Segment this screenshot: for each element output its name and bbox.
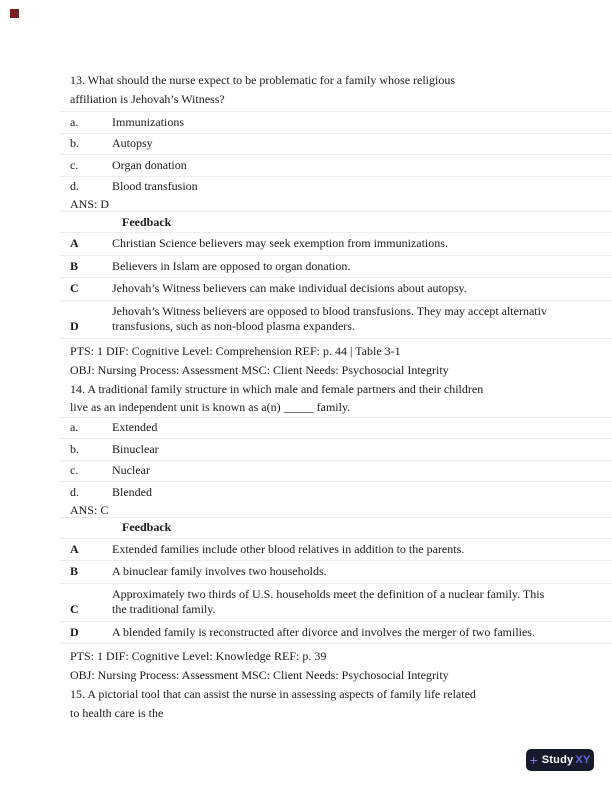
obj-line: OBJ: Nursing Process: Assessment MSC: Client Needs: Psychosocial Integrity [70, 668, 449, 682]
question-line: affiliation is Jehovah’s Witness? [70, 91, 225, 106]
feedback-row [60, 278, 612, 301]
option-text: Extended [112, 420, 158, 435]
option-row [60, 481, 612, 503]
feedback-text: A blended family is reconstructed after divorce and involves the merger of two families. [112, 624, 535, 639]
option-row [60, 438, 612, 460]
question-13-feedback-table [60, 211, 612, 339]
question-15-text [60, 685, 612, 722]
feedback-letter: B [70, 258, 79, 273]
page-content [60, 0, 612, 722]
pts-line: PTS: 1 DIF: Cognitive Level: Knowledge REF: p. 39 [70, 649, 327, 663]
feedback-text [112, 587, 544, 618]
feedback-row [60, 561, 612, 584]
feedback-row [60, 256, 612, 279]
plus-icon: + [529, 752, 538, 768]
feedback-header: Feedback [60, 211, 612, 233]
studyxy-badge [526, 749, 594, 771]
option-row [60, 460, 612, 482]
question-13-options [60, 111, 612, 197]
option-text: Nuclear [112, 463, 150, 478]
feedback-letter: A [70, 236, 79, 251]
feedback-header: Feedback [60, 517, 612, 539]
feedback-letter: D [70, 624, 79, 639]
feedback-text-line: the traditional family. [112, 602, 216, 616]
option-letter: b. [70, 136, 79, 151]
brand-name-accent: XY [575, 754, 591, 766]
option-text: Blended [112, 484, 152, 499]
feedback-letter: C [70, 281, 79, 296]
option-letter: c. [70, 463, 79, 478]
answer-line: ANS: C [70, 502, 109, 517]
option-letter: d. [70, 484, 79, 499]
feedback-letter: A [70, 541, 79, 556]
question-13-text [60, 71, 612, 108]
feedback-text-line: transfusions, such as non-blood plasma expanders. [112, 319, 355, 333]
option-letter: c. [70, 157, 79, 172]
question-line: live as an independent unit is known as a(n) _____ family. [70, 400, 351, 414]
option-letter: a. [70, 420, 79, 435]
option-text: Blood transfusion [112, 179, 198, 194]
feedback-row [60, 233, 612, 256]
option-row [60, 133, 612, 155]
option-text: Immunizations [112, 114, 184, 129]
feedback-text [112, 304, 547, 335]
option-letter: b. [70, 441, 79, 456]
option-text: Organ donation [112, 157, 187, 172]
answer-line: ANS: D [70, 197, 110, 211]
feedback-text: A binuclear family involves two households. [112, 564, 327, 578]
brand-name: Study [541, 754, 574, 766]
pts-line: PTS: 1 DIF: Cognitive Level: Comprehension REF: p. 44 | Table 3-1 [70, 343, 401, 358]
feedback-row [60, 301, 612, 339]
feedback-row [60, 584, 612, 622]
feedback-letter: C [70, 601, 79, 616]
feedback-text: Jehovah’s Witness believers can make individual decisions about autopsy. [112, 281, 467, 295]
feedback-letter: D [70, 318, 79, 333]
feedback-row [60, 622, 612, 645]
feedback-text: Extended families include other blood relatives in addition to the parents. [112, 541, 465, 556]
question-14-text [60, 380, 612, 417]
question-14-feedback-table [60, 517, 612, 645]
option-row [60, 154, 612, 176]
option-letter: a. [70, 114, 79, 129]
option-text: Autopsy [112, 136, 153, 151]
option-row [60, 111, 612, 133]
question-line: 14. A traditional family structure in which male and female partners and their children [70, 381, 484, 396]
option-row [60, 417, 612, 439]
feedback-text-line: Approximately two thirds of U.S. households meet the definition of a nuclear family. This [112, 586, 545, 601]
feedback-row [60, 539, 612, 562]
red-square-mark [10, 9, 19, 18]
option-text: Binuclear [112, 441, 159, 456]
question-line: 13. What should the nurse expect to be problematic for a family whose religious [70, 73, 456, 87]
option-letter: d. [70, 179, 79, 194]
question-line: to health care is the [70, 705, 164, 720]
question-line: 15. A pictorial tool that can assist the nurse in assessing aspects of family life related [70, 687, 476, 701]
feedback-letter: B [70, 564, 79, 579]
obj-line: OBJ: Nursing Process: Assessment MSC: Client Needs: Psychosocial Integrity [70, 362, 449, 377]
feedback-text: Christian Science believers may seek exemption from immunizations. [112, 236, 448, 250]
feedback-text-line: Jehovah’s Witness believers are opposed to blood transfusions. They may accept alternativ [112, 303, 547, 318]
feedback-text: Believers in Islam are opposed to organ donation. [112, 258, 351, 273]
question-14-options [60, 417, 612, 503]
option-row [60, 176, 612, 198]
